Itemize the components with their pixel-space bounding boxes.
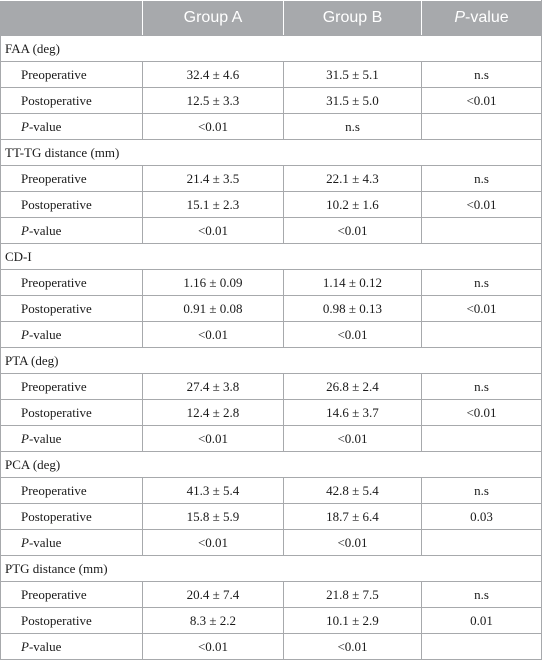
group-b-value: 42.8 ± 5.4	[284, 478, 422, 504]
group-b-pvalue: <0.01	[284, 322, 422, 348]
table-row	[1, 166, 542, 192]
group-b-value: 31.5 ± 5.1	[284, 62, 422, 88]
group-b-value: 10.1 ± 2.9	[284, 608, 422, 634]
pvalue-label-italic: P	[21, 639, 29, 654]
p-value: n.s	[422, 478, 542, 504]
section-row	[1, 36, 542, 62]
pvalue-label-italic: P	[21, 223, 29, 238]
group-b-value: 21.8 ± 7.5	[284, 582, 422, 608]
header-group-b: Group B	[284, 1, 422, 36]
pvalue-row-label	[1, 322, 143, 348]
group-b-value: 10.2 ± 1.6	[284, 192, 422, 218]
row-label: Postoperative	[1, 192, 143, 218]
group-a-value: 41.3 ± 5.4	[143, 478, 284, 504]
p-value: <0.01	[422, 296, 542, 322]
group-b-pvalue: <0.01	[284, 634, 422, 660]
group-b-value: 1.14 ± 0.12	[284, 270, 422, 296]
group-a-pvalue: <0.01	[143, 114, 284, 140]
header-empty-cell	[1, 1, 143, 36]
group-a-value: 8.3 ± 2.2	[143, 608, 284, 634]
group-a-pvalue: <0.01	[143, 530, 284, 556]
p-value: n.s	[422, 374, 542, 400]
group-b-value: 26.8 ± 2.4	[284, 374, 422, 400]
between-pvalue	[422, 218, 542, 244]
group-b-pvalue: n.s	[284, 114, 422, 140]
group-a-value: 21.4 ± 3.5	[143, 166, 284, 192]
between-pvalue	[422, 634, 542, 660]
table-row	[1, 296, 542, 322]
pvalue-row-label	[1, 530, 143, 556]
table-row	[1, 582, 542, 608]
group-b-value: 14.6 ± 3.7	[284, 400, 422, 426]
pvalue-label-italic: P	[21, 535, 29, 550]
table-row	[1, 374, 542, 400]
row-label: Preoperative	[1, 374, 143, 400]
pvalue-label-italic: P	[21, 431, 29, 446]
row-label: Postoperative	[1, 608, 143, 634]
header-row	[1, 1, 542, 36]
table-row	[1, 88, 542, 114]
p-value: n.s	[422, 270, 542, 296]
group-a-value: 0.91 ± 0.08	[143, 296, 284, 322]
p-value: n.s	[422, 62, 542, 88]
section-row	[1, 348, 542, 374]
group-b-pvalue: <0.01	[284, 530, 422, 556]
p-value: 0.03	[422, 504, 542, 530]
section-row	[1, 244, 542, 270]
p-value: n.s	[422, 582, 542, 608]
group-b-value: 31.5 ± 5.0	[284, 88, 422, 114]
table-row	[1, 62, 542, 88]
between-pvalue	[422, 426, 542, 452]
row-label: Preoperative	[1, 582, 143, 608]
pvalue-label-rest: -value	[28, 119, 62, 134]
group-a-value: 27.4 ± 3.8	[143, 374, 284, 400]
group-a-pvalue: <0.01	[143, 426, 284, 452]
section-title: TT-TG distance (mm)	[1, 140, 542, 166]
pvalue-row-label	[1, 114, 143, 140]
p-value: <0.01	[422, 400, 542, 426]
pvalue-label-rest: -value	[28, 327, 62, 342]
group-a-value: 12.5 ± 3.3	[143, 88, 284, 114]
p-value: n.s	[422, 166, 542, 192]
pvalue-row	[1, 530, 542, 556]
row-label: Postoperative	[1, 400, 143, 426]
group-a-value: 32.4 ± 4.6	[143, 62, 284, 88]
between-pvalue	[422, 114, 542, 140]
table-row	[1, 192, 542, 218]
section-row	[1, 140, 542, 166]
section-title: FAA (deg)	[1, 36, 542, 62]
header-group-a: Group A	[143, 1, 284, 36]
section-title: CD-I	[1, 244, 542, 270]
group-b-value: 18.7 ± 6.4	[284, 504, 422, 530]
table-row	[1, 400, 542, 426]
pvalue-row	[1, 426, 542, 452]
row-label: Preoperative	[1, 478, 143, 504]
section-title: PTG distance (mm)	[1, 556, 542, 582]
group-a-value: 15.1 ± 2.3	[143, 192, 284, 218]
pvalue-label-italic: P	[21, 119, 29, 134]
section-title: PTA (deg)	[1, 348, 542, 374]
p-value: 0.01	[422, 608, 542, 634]
table-row	[1, 478, 542, 504]
group-a-pvalue: <0.01	[143, 634, 284, 660]
pvalue-row	[1, 114, 542, 140]
table-body	[1, 36, 542, 660]
between-pvalue	[422, 530, 542, 556]
pvalue-row-label	[1, 426, 143, 452]
row-label: Postoperative	[1, 504, 143, 530]
group-a-value: 15.8 ± 5.9	[143, 504, 284, 530]
p-value: <0.01	[422, 88, 542, 114]
p-value: <0.01	[422, 192, 542, 218]
section-row	[1, 556, 542, 582]
table-row	[1, 270, 542, 296]
header-p-value	[422, 1, 542, 36]
row-label: Postoperative	[1, 88, 143, 114]
group-a-value: 1.16 ± 0.09	[143, 270, 284, 296]
group-b-value: 22.1 ± 4.3	[284, 166, 422, 192]
header-p-rest: -value	[465, 9, 509, 26]
group-a-pvalue: <0.01	[143, 322, 284, 348]
row-label: Preoperative	[1, 62, 143, 88]
pvalue-row-label	[1, 218, 143, 244]
pvalue-label-rest: -value	[28, 223, 62, 238]
pvalue-label-rest: -value	[28, 639, 62, 654]
group-b-pvalue: <0.01	[284, 426, 422, 452]
table-row	[1, 608, 542, 634]
row-label: Postoperative	[1, 296, 143, 322]
row-label: Preoperative	[1, 166, 143, 192]
group-b-value: 0.98 ± 0.13	[284, 296, 422, 322]
between-pvalue	[422, 322, 542, 348]
section-title: PCA (deg)	[1, 452, 542, 478]
group-a-pvalue: <0.01	[143, 218, 284, 244]
group-b-pvalue: <0.01	[284, 218, 422, 244]
header-p-italic: P	[454, 9, 466, 26]
pvalue-row	[1, 322, 542, 348]
group-a-value: 20.4 ± 7.4	[143, 582, 284, 608]
row-label: Preoperative	[1, 270, 143, 296]
table-row	[1, 504, 542, 530]
pvalue-row	[1, 218, 542, 244]
pvalue-label-rest: -value	[28, 431, 62, 446]
group-a-value: 12.4 ± 2.8	[143, 400, 284, 426]
pvalue-label-rest: -value	[28, 535, 62, 550]
section-row	[1, 452, 542, 478]
pvalue-row	[1, 634, 542, 660]
pvalue-label-italic: P	[21, 327, 29, 342]
pvalue-row-label	[1, 634, 143, 660]
